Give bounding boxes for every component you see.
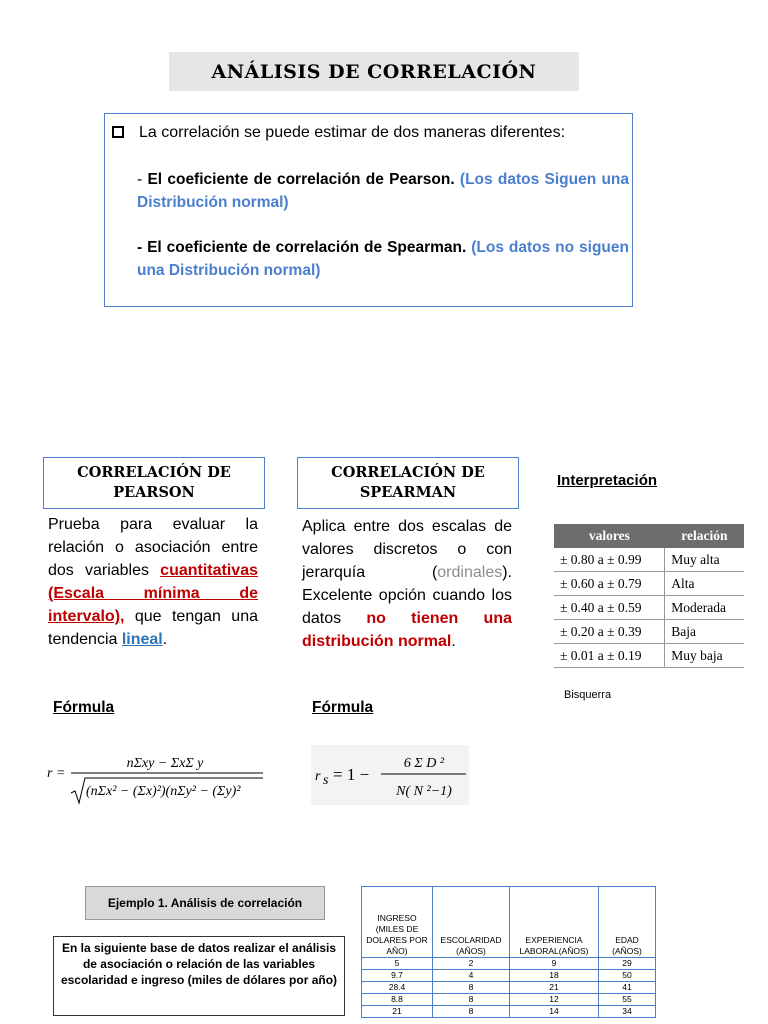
data-cell: 8.8	[362, 994, 433, 1006]
pearson-note: (Los datos Siguen una Distribución normal)	[137, 171, 629, 211]
spearman-formula-label: Fórmula	[312, 699, 374, 716]
data-cell: 28.4	[362, 982, 433, 994]
pearson-label: El coeficiente de correlación de Pearson.	[147, 171, 455, 188]
svg-text:r: r	[315, 769, 321, 784]
table-row	[554, 596, 744, 620]
checkbox-bullet-icon	[112, 126, 124, 138]
spearman-desc-text: Aplica entre dos escalas de valores discretos o con jerarquía (	[302, 518, 512, 581]
spearman-desc-highlight: no tienen una distribución normal	[302, 610, 512, 650]
spearman-label: - El coeficiente de correlación de Spearman.	[137, 239, 467, 256]
data-cell: 8	[433, 1006, 510, 1018]
pearson-desc-highlight: cuantitativas (Escala mínima de intervalo),	[48, 562, 258, 625]
intro-pearson-item	[137, 168, 629, 214]
svg-text:6 Σ D ²: 6 Σ D ²	[403, 756, 445, 771]
table-row	[362, 1006, 656, 1018]
pearson-prefix: -	[137, 171, 148, 188]
data-cell: 34	[599, 1006, 656, 1018]
table-row	[362, 958, 656, 970]
page-title: ANÁLISIS DE CORRELACIÓN	[169, 52, 579, 91]
spearman-header: CORRELACIÓN DE SPEARMAN	[297, 457, 519, 509]
example-title: Ejemplo 1. Análisis de correlación	[85, 886, 325, 920]
data-cell: 2	[433, 958, 510, 970]
example-description: En la siguiente base de datos realizar el análisis de asociación o relación de las variables escolaridad e ingreso (miles de dólares por año)	[53, 936, 345, 1016]
lineal-link[interactable]: lineal	[121, 631, 163, 648]
interp-header-relacion: relación	[665, 524, 744, 548]
spearman-note: (Los datos no siguen una Distribución normal)	[137, 239, 629, 279]
pearson-header: CORRELACIÓN DE PEARSON	[43, 457, 265, 509]
interp-cell: Muy baja	[665, 644, 744, 668]
table-row	[362, 994, 656, 1006]
svg-text:= 1 −: = 1 −	[333, 765, 370, 784]
interp-cell: ± 0.01 a ± 0.19	[554, 644, 665, 668]
data-cell: 21	[510, 982, 599, 994]
data-cell: 8	[433, 982, 510, 994]
data-cell: 9	[510, 958, 599, 970]
spearman-desc-text-2: ). Excelente opción cuando los datos	[302, 564, 512, 627]
interp-cell: Muy alta	[665, 548, 744, 572]
data-cell: 21	[362, 1006, 433, 1018]
pearson-formula	[45, 745, 270, 810]
data-cell: 4	[433, 970, 510, 982]
interpretation-title: Interpretación	[557, 472, 658, 489]
data-header-experiencia: EXPERIENCIA LABORAL(AÑOS)	[510, 887, 599, 958]
spearman-desc-end: .	[451, 633, 456, 650]
pearson-description	[48, 513, 258, 651]
interp-cell: ± 0.40 a ± 0.59	[554, 596, 665, 620]
interp-cell: Moderada	[665, 596, 744, 620]
intro-lead: La correlación se puede estimar de dos maneras diferentes:	[139, 124, 566, 141]
svg-text:nΣxy − ΣxΣ y: nΣxy − ΣxΣ y	[126, 756, 204, 771]
data-cell: 9.7	[362, 970, 433, 982]
pearson-desc-text: Prueba para evaluar la relación o asociación entre dos variables	[48, 516, 258, 579]
data-cell: 55	[599, 994, 656, 1006]
interp-cell: Baja	[665, 620, 744, 644]
intro-box	[104, 113, 633, 307]
pearson-desc-end: .	[162, 631, 168, 648]
data-table	[361, 886, 656, 1018]
data-cell: 5	[362, 958, 433, 970]
data-cell: 12	[510, 994, 599, 1006]
spearman-desc-ordinales: ordinales	[437, 564, 503, 581]
interp-cell: ± 0.80 a ± 0.99	[554, 548, 665, 572]
svg-text:N( N ²−1): N( N ²−1)	[396, 784, 452, 799]
spearman-formula	[311, 745, 469, 805]
table-row	[554, 644, 744, 668]
svg-text:r =: r =	[47, 766, 66, 781]
data-cell: 29	[599, 958, 656, 970]
data-cell: 14	[510, 1006, 599, 1018]
svg-text:s: s	[323, 773, 329, 788]
data-header-ingreso: INGRESO (MILES DE DOLARES POR AÑO)	[362, 887, 433, 958]
interp-cell: ± 0.20 a ± 0.39	[554, 620, 665, 644]
interp-header-valores: valores	[554, 524, 665, 548]
intro-spearman-item	[137, 236, 629, 282]
table-row	[554, 620, 744, 644]
data-cell: 8	[433, 994, 510, 1006]
interp-cell: Alta	[665, 572, 744, 596]
pearson-formula-label: Fórmula	[53, 699, 115, 716]
svg-text:(nΣx² − (Σx)²)(nΣy² − (Σy)²: (nΣx² − (Σx)²)(nΣy² − (Σy)²	[86, 784, 241, 799]
table-row	[554, 548, 744, 572]
table-row	[554, 572, 744, 596]
data-cell: 41	[599, 982, 656, 994]
spearman-description	[302, 515, 512, 653]
data-header-edad: EDAD (AÑOS)	[599, 887, 656, 958]
data-cell: 18	[510, 970, 599, 982]
pearson-desc-text-2: que tengan una tendencia	[48, 608, 258, 648]
data-cell: 50	[599, 970, 656, 982]
interp-cell: ± 0.60 a ± 0.79	[554, 572, 665, 596]
table-row	[362, 970, 656, 982]
table-row	[362, 982, 656, 994]
data-header-escolaridad: ESCOLARIDAD (AÑOS)	[433, 887, 510, 958]
interpretation-table	[554, 524, 744, 668]
interpretation-source: Bisquerra	[564, 689, 612, 701]
